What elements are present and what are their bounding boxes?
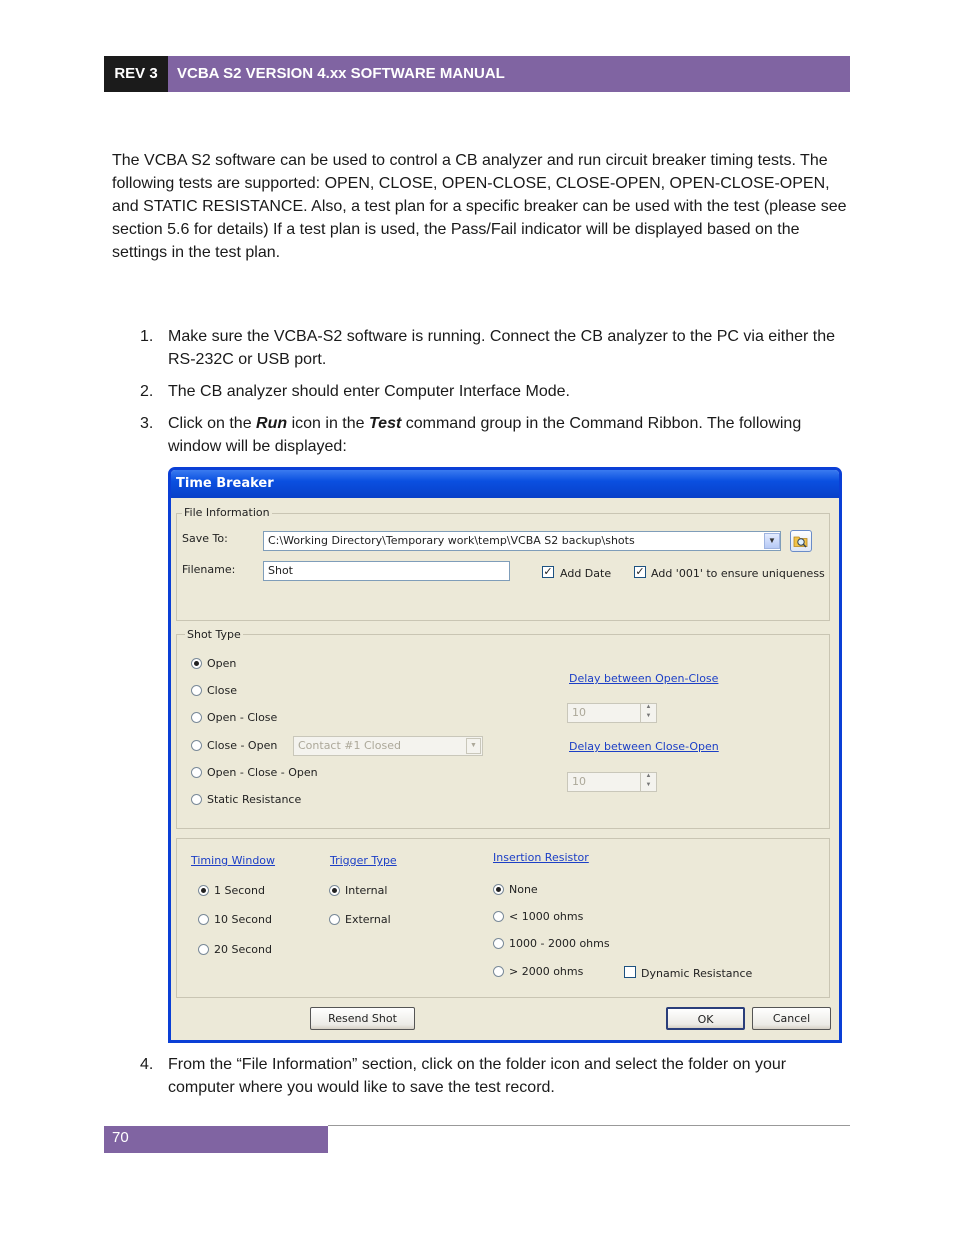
timing-1-second-radio[interactable] bbox=[198, 885, 209, 896]
step-3-post: command group in the Command Ribbon. The following window will be displayed: bbox=[168, 415, 802, 455]
delay-open-close-label: Delay between Open-Close bbox=[569, 672, 719, 685]
contact-select-arrow[interactable]: ▼ bbox=[466, 738, 481, 754]
timing-10-second-label: 10 Second bbox=[214, 913, 272, 926]
rev-label: REV 3 bbox=[104, 56, 168, 92]
step-3-mid: icon in the bbox=[287, 415, 369, 432]
test-emphasis: Test bbox=[368, 415, 402, 432]
shot-static-resistance-label: Static Resistance bbox=[207, 793, 302, 806]
intro-paragraph: The VCBA S2 software can be used to control a CB analyzer and run circuit breaker timing tests. The following tests are supported: OPEN, CLOSE, OPEN-CLOSE, CLOSE-OPEN, OPEN-CLOSE-OPEN, and STATIC RESISTANCE. Also, a test plan for a specific breaker can be used with the test (please see section 5.6 for details) If a test plan is used, the Pass/Fail indicator will be displayed based on the settings in the test plan. bbox=[112, 152, 847, 261]
time-breaker-dialog bbox=[168, 467, 842, 1043]
dynamic-resistance-label: Dynamic Resistance bbox=[641, 967, 753, 980]
resistor-gt-2000-label: > 2000 ohms bbox=[509, 965, 584, 978]
add-001-checkbox[interactable]: ✓ bbox=[635, 566, 645, 578]
shot-close-radio[interactable] bbox=[191, 685, 202, 696]
step-4-number: 4. bbox=[140, 1056, 154, 1073]
save-to-value: C:\Working Directory\Temporary work\temp\VCBA S2 backup\shots bbox=[268, 534, 635, 547]
timing-20-second-label: 20 Second bbox=[214, 943, 272, 956]
trigger-internal-radio[interactable] bbox=[329, 885, 340, 896]
footer-rule bbox=[328, 1125, 850, 1126]
step-3-text bbox=[168, 412, 848, 458]
trigger-external-label: External bbox=[345, 913, 391, 926]
delay-close-open-spinner[interactable]: ▲ ▼ bbox=[640, 772, 656, 792]
shot-open-label: Open bbox=[207, 657, 237, 670]
resistor-lt-1000-label: < 1000 ohms bbox=[509, 910, 584, 923]
ok-button[interactable]: OK bbox=[666, 1007, 745, 1030]
page-number: 70 bbox=[104, 1126, 328, 1153]
resistor-1000-2000-label: 1000 - 2000 ohms bbox=[509, 937, 610, 950]
shot-open-close-open-label: Open - Close - Open bbox=[207, 766, 318, 779]
resistor-none-label: None bbox=[509, 883, 538, 896]
step-3-number: 3. bbox=[140, 415, 154, 432]
cancel-button[interactable]: Cancel bbox=[752, 1007, 831, 1030]
dynamic-resistance-checkbox[interactable] bbox=[624, 966, 636, 978]
timing-1-second-label: 1 Second bbox=[214, 884, 265, 897]
delay-close-open-label: Delay between Close-Open bbox=[569, 740, 719, 753]
add-date-checkbox[interactable]: ✓ bbox=[543, 566, 553, 578]
shot-open-close-open-radio[interactable] bbox=[191, 767, 202, 778]
step-4-text: From the “File Information” section, click on the folder icon and select the folder on your computer where you would like to save the test record. bbox=[168, 1056, 787, 1096]
shot-open-close-label: Open - Close bbox=[207, 711, 278, 724]
delay-close-open-value: 10 bbox=[572, 775, 586, 788]
save-to-combo[interactable] bbox=[263, 531, 781, 551]
trigger-internal-label: Internal bbox=[345, 884, 388, 897]
shot-static-resistance-radio[interactable] bbox=[191, 794, 202, 805]
shot-close-open-radio[interactable] bbox=[191, 740, 202, 751]
contact-select[interactable] bbox=[293, 736, 483, 756]
run-emphasis: Run bbox=[256, 415, 288, 432]
timing-20-second-radio[interactable] bbox=[198, 944, 209, 955]
shot-open-close-radio[interactable] bbox=[191, 712, 202, 723]
add-date-label: Add Date bbox=[560, 567, 612, 580]
step-3-pre: Click on the bbox=[168, 415, 257, 432]
trigger-type-label: Trigger Type bbox=[330, 854, 397, 867]
shot-close-open-label: Close - Open bbox=[207, 739, 278, 752]
filename-input[interactable] bbox=[263, 561, 510, 581]
file-information-label: File Information bbox=[184, 506, 270, 519]
timing-window-label: Timing Window bbox=[191, 854, 276, 867]
resistor-lt-1000-radio[interactable] bbox=[493, 911, 504, 922]
resistor-gt-2000-radio[interactable] bbox=[493, 966, 504, 977]
save-to-label: Save To: bbox=[182, 532, 228, 545]
manual-title: VCBA S2 VERSION 4.xx SOFTWARE MANUAL bbox=[168, 56, 850, 92]
delay-open-close-spinner[interactable]: ▲ ▼ bbox=[640, 703, 656, 723]
browse-folder-button[interactable] bbox=[790, 530, 812, 552]
shot-close-label: Close bbox=[207, 684, 237, 697]
resistor-1000-2000-radio[interactable] bbox=[493, 938, 504, 949]
step-1-number: 1. bbox=[140, 328, 154, 345]
delay-open-close-value: 10 bbox=[572, 706, 586, 719]
step-2-text: The CB analyzer should enter Computer Interface Mode. bbox=[168, 383, 570, 400]
resend-shot-button[interactable]: Resend Shot bbox=[310, 1007, 415, 1030]
resistor-none-radio[interactable] bbox=[493, 884, 504, 895]
insertion-resistor-label: Insertion Resistor bbox=[493, 851, 589, 864]
save-to-dropdown-arrow[interactable]: ▼ bbox=[764, 533, 780, 549]
filename-label: Filename: bbox=[182, 563, 236, 576]
dialog-title-bar: Time Breaker bbox=[171, 470, 839, 498]
filename-value: Shot bbox=[268, 564, 293, 577]
add-001-label: Add '001' to ensure uniqueness bbox=[651, 567, 825, 580]
shot-open-radio[interactable] bbox=[191, 658, 202, 669]
timing-10-second-radio[interactable] bbox=[198, 914, 209, 925]
contact-select-value: Contact #1 Closed bbox=[298, 739, 401, 752]
step-1-text: Make sure the VCBA-S2 software is running. Connect the CB analyzer to the PC via either the RS-232C or USB port. bbox=[168, 328, 835, 368]
step-2-number: 2. bbox=[140, 383, 154, 400]
trigger-external-radio[interactable] bbox=[329, 914, 340, 925]
shot-type-label: Shot Type bbox=[187, 628, 241, 641]
folder-search-icon bbox=[791, 531, 811, 551]
